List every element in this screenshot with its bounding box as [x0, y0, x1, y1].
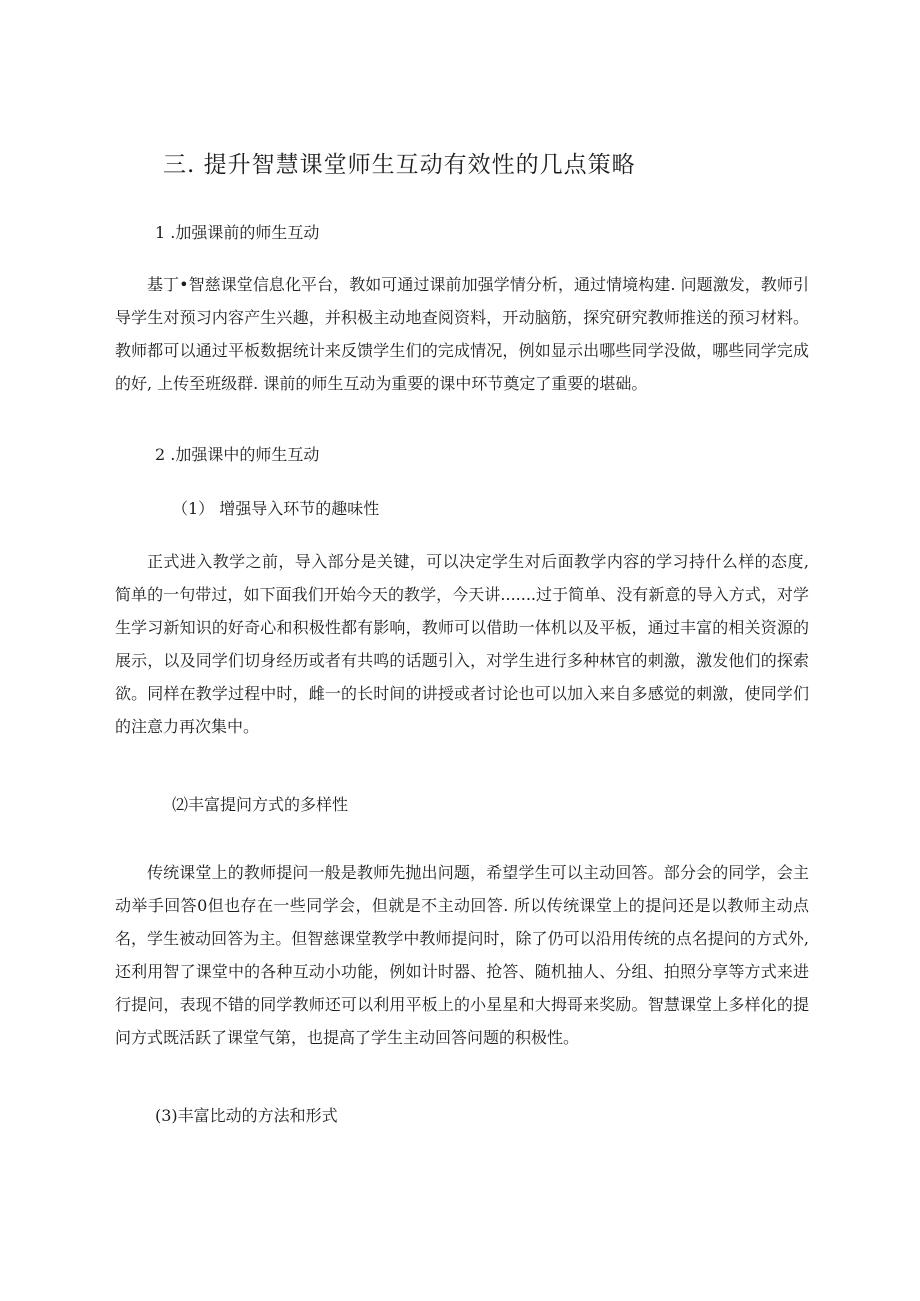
section-title: 三. 提升智慧课堂师生互动有效性的几点策略 [163, 152, 636, 178]
paragraph-questioning [115, 856, 809, 1054]
paragraph-text: 传统课堂上的教师提问一般是教师先抛出问题，希望学生可以主动回答。部分会的同学，会主动举手回答0但也存在一些同学会，但就是不主动回答. 所以传统课堂上的提问还是以教师主动点名，学生被动回答为主。但智慈课堂教学中教师提问时，除了仍可以沿用传统的点名提问的方式外, 还利用智了课堂中的各种互动小功能，例如计时器、抢答、随机抽人、分组、拍照分享等方式来进行提问，表现不错的同学教师还可以利用平板上的小星星和大拇哥来奖励。智慧课堂上多样化的提问方式既活跃了课堂气第，也提高了学生主动回答问题的积极性。 [115, 863, 809, 1047]
paragraph-text: 正式进入教学之前，导入部分是关键，可以决定学生对后面教学内容的学习持什么样的态度, 简单的一句带过，如下面我们开始今天的教学，今天讲.......过于简单、没有新意的导入方式，对学生学习新知识的好奇心和积极性都有影响，教师可以借助一体机以及平板，通过丰富的相关资源的展示，以及同学们切身经历或者有共鸣的话题引入，对学生进行多种林官的刺激，激发他们的探索欲。同样在教学过程中时，雌一的长时间的讲授或者讨论也可以加入来自多感觉的刺激，使同学们的注意力再次集中。 [115, 552, 809, 736]
heading-in-class: 2 .加强课中的师生互动 [155, 445, 320, 464]
subheading-questioning: ⑵丰富提问方式的多样性 [172, 795, 349, 814]
subheading-interaction-methods: (3)丰富比动的方法和形式 [155, 1106, 338, 1125]
subheading-introduction: （1） 增强导入环节的趣味性 [172, 499, 380, 518]
paragraph-text: 基丁•智慈课堂信息化平台，教如可通过课前加强学情分析，通过情境构建. 问题激发，教师引导学生对预习内容产生兴趣，并积极主动地查阅资料，开动脑筋，探究研究教师推送的预习材料。教师都可以通过平板数据统计来反馈学生们的完成情况，例如显示出哪些同学没做，哪些同学完成的好, 上传至班级群. 课前的师生互动为重要的课中环节奠定了重要的堪础。 [115, 275, 809, 393]
heading-pre-class: 1 .加强课前的师生互动 [155, 223, 320, 242]
paragraph-introduction [115, 545, 809, 743]
paragraph-pre-class [115, 268, 809, 400]
